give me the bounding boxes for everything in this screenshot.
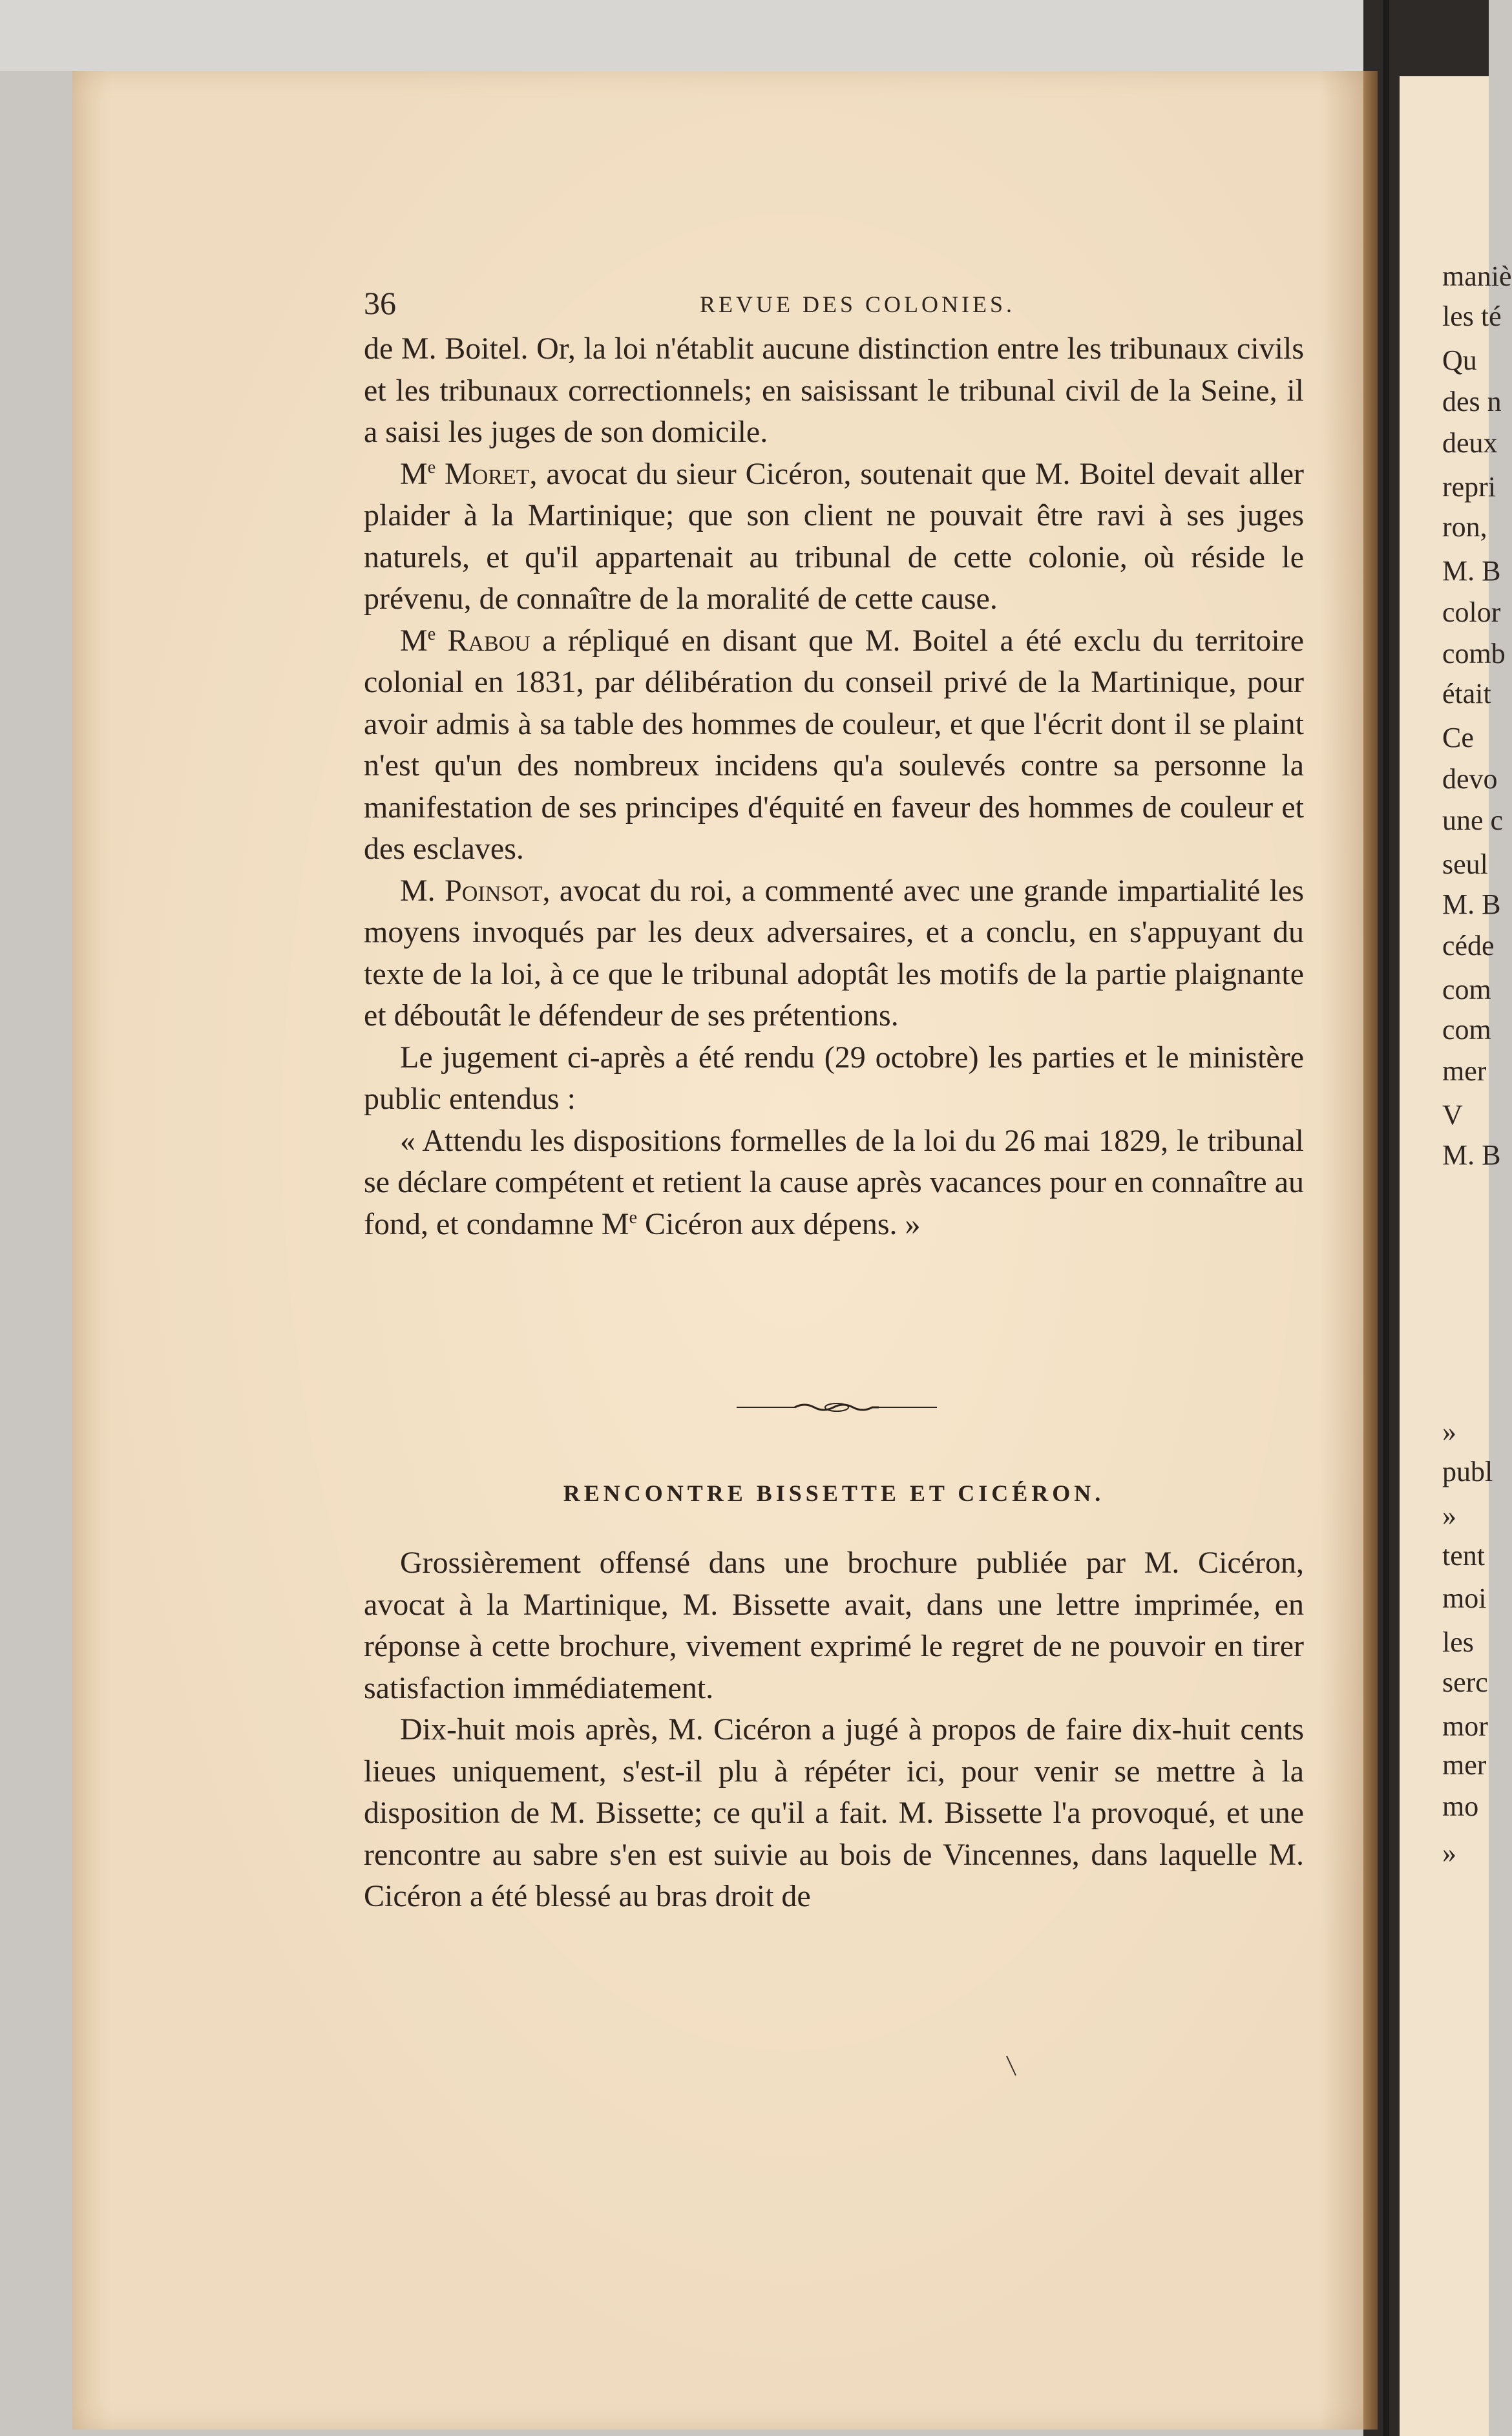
lawyer-name-poinsot: Poinsot [445,873,543,908]
ornamental-divider [737,1401,937,1414]
next-page-fragment: moi [1442,1582,1487,1614]
next-page-fragment: M. B [1442,555,1501,587]
next-page-fragment: les té [1442,300,1502,332]
next-page-fragment: com [1442,974,1491,1005]
next-page-fragment: mer [1442,1749,1487,1781]
page-fold-shadow [1363,71,1378,2430]
paragraph-continuation: de M. Boitel. Or, la loi n'établit aucune distinction entre les tribunaux civils et les tribunaux correctionnels; en saisissant le tribunal civil de la Seine, il a saisi les juges de son domicile. [364,331,1304,449]
next-page-fragment: mer [1442,1055,1487,1087]
next-page-fragment: com [1442,1014,1491,1045]
page-number: 36 [364,285,396,321]
stray-ink-mark [1005,2055,1018,2078]
next-page-fragment: publ [1442,1456,1493,1487]
next-page-fragment: seul [1442,848,1488,880]
next-page-fragment: tent [1442,1540,1485,1571]
next-page-fragment: ron, [1442,511,1487,543]
section-body [364,1542,1304,1918]
book-binding [1383,0,1389,2436]
next-page-fragment: color [1442,596,1501,628]
next-page-fragment: comb [1442,638,1506,669]
page-header [364,284,1304,323]
next-page-fragment: Qu [1442,344,1477,376]
next-page-fragment: M. B [1442,1139,1501,1171]
section-paragraph-2: Dix-huit mois après, M. Cicéron a jugé à propos de faire dix-huit cents lieues uniquement, s'est-il plu à répéter ici, pour venir se mettre à la disposition de M. Bissette; ce qu'il a fait. M. Bissette l'a provoqué, et une rencontre au sabre s'en est suivie au bois de Vincennes, dans laquelle M. Cicéron a été blessé au bras droit de [364,1712,1304,1913]
next-page-fragment: mor [1442,1710,1488,1742]
next-page-fragment: V [1442,1099,1463,1131]
paragraph-poinsot: M. Poinsot, avocat du roi, a commenté avec une grande impartialité les moyens invoqués par les deux adversaires, et a conclu, en s'appuyant du texte de la loi, à ce que le tribunal adoptât les motifs de la partie plaignante et déboutât le défendeur de ses prétentions. [364,873,1304,1033]
next-page-fragment: deux [1442,427,1498,459]
paragraph-moret: Me Moret, avocat du sieur Cicéron, soutenait que M. Boitel devait aller plaider à la Martinique; que son client ne pouvait être ravi à ses juges naturels, et qu'il appartenait au tribunal de cette colonie, où réside le prévenu, de connaître de la moralité de cette cause. [364,456,1305,616]
next-page-fragment: maniè [1442,260,1512,292]
next-page-fragment: » [1442,1416,1456,1447]
next-page-fragment: devo [1442,763,1498,795]
next-page-fragment: mo [1442,1790,1479,1822]
next-page-edge [1400,76,1512,2436]
section-title: RENCONTRE BISSETTE ET CICÉRON. [563,1480,1105,1506]
lawyer-name-moret: Moret [445,456,530,491]
next-page-fragment: » [1442,1500,1456,1531]
next-page-fragment: une c [1442,804,1504,836]
next-page-fragment: Ce [1442,722,1474,753]
paragraph-judgment-intro: Le jugement ci-après a été rendu (29 octobre) les parties et le ministère public entendus : [364,1040,1304,1116]
section-paragraph-1: Grossièrement offensé dans une brochure publiée par M. Cicéron, avocat à la Martinique, M. Bissette avait, dans une lettre imprimée, en réponse à cette brochure, vivement exprimé le regret de ne pouvoir en tirer satisfaction immédiatement. [364,1546,1304,1705]
running-title: REVUE DES COLONIES. [700,291,1015,317]
article-body [364,328,1304,1245]
next-page-fragment: les [1442,1626,1474,1658]
paragraph-rabou: Me Rabou a répliqué en disant que M. Boitel a été exclu du territoire colonial en 1831, par délibération du conseil privé de la Martinique, pour avoir admis à sa table des hommes de couleur, et que l'écrit dont il se plaint n'est qu'un des nombreux incidens qu'a soulevés contre sa personne la manifestation de ses principes d'équité en faveur des hommes de couleur et des esclaves. [364,623,1305,866]
lawyer-name-rabou: Rabou [447,623,530,658]
paragraph-judgment-text: « Attendu les dispositions formelles de la loi du 26 mai 1829, le tribunal se déclare compétent et retient la cause après vacances pour en connaître au fond, et condamne Me Cicéron aux dépens. » [364,1123,1304,1241]
next-page-fragment: serc [1442,1666,1488,1698]
next-page-fragment: repri [1442,471,1496,503]
next-page-fragment: céde [1442,930,1495,961]
scan-background-top [0,0,1489,71]
next-page-fragment: » [1442,1837,1456,1869]
next-page-fragment: était [1442,678,1491,709]
next-page-fragment: M. B [1442,888,1501,920]
next-page-fragment: des n [1442,386,1502,417]
